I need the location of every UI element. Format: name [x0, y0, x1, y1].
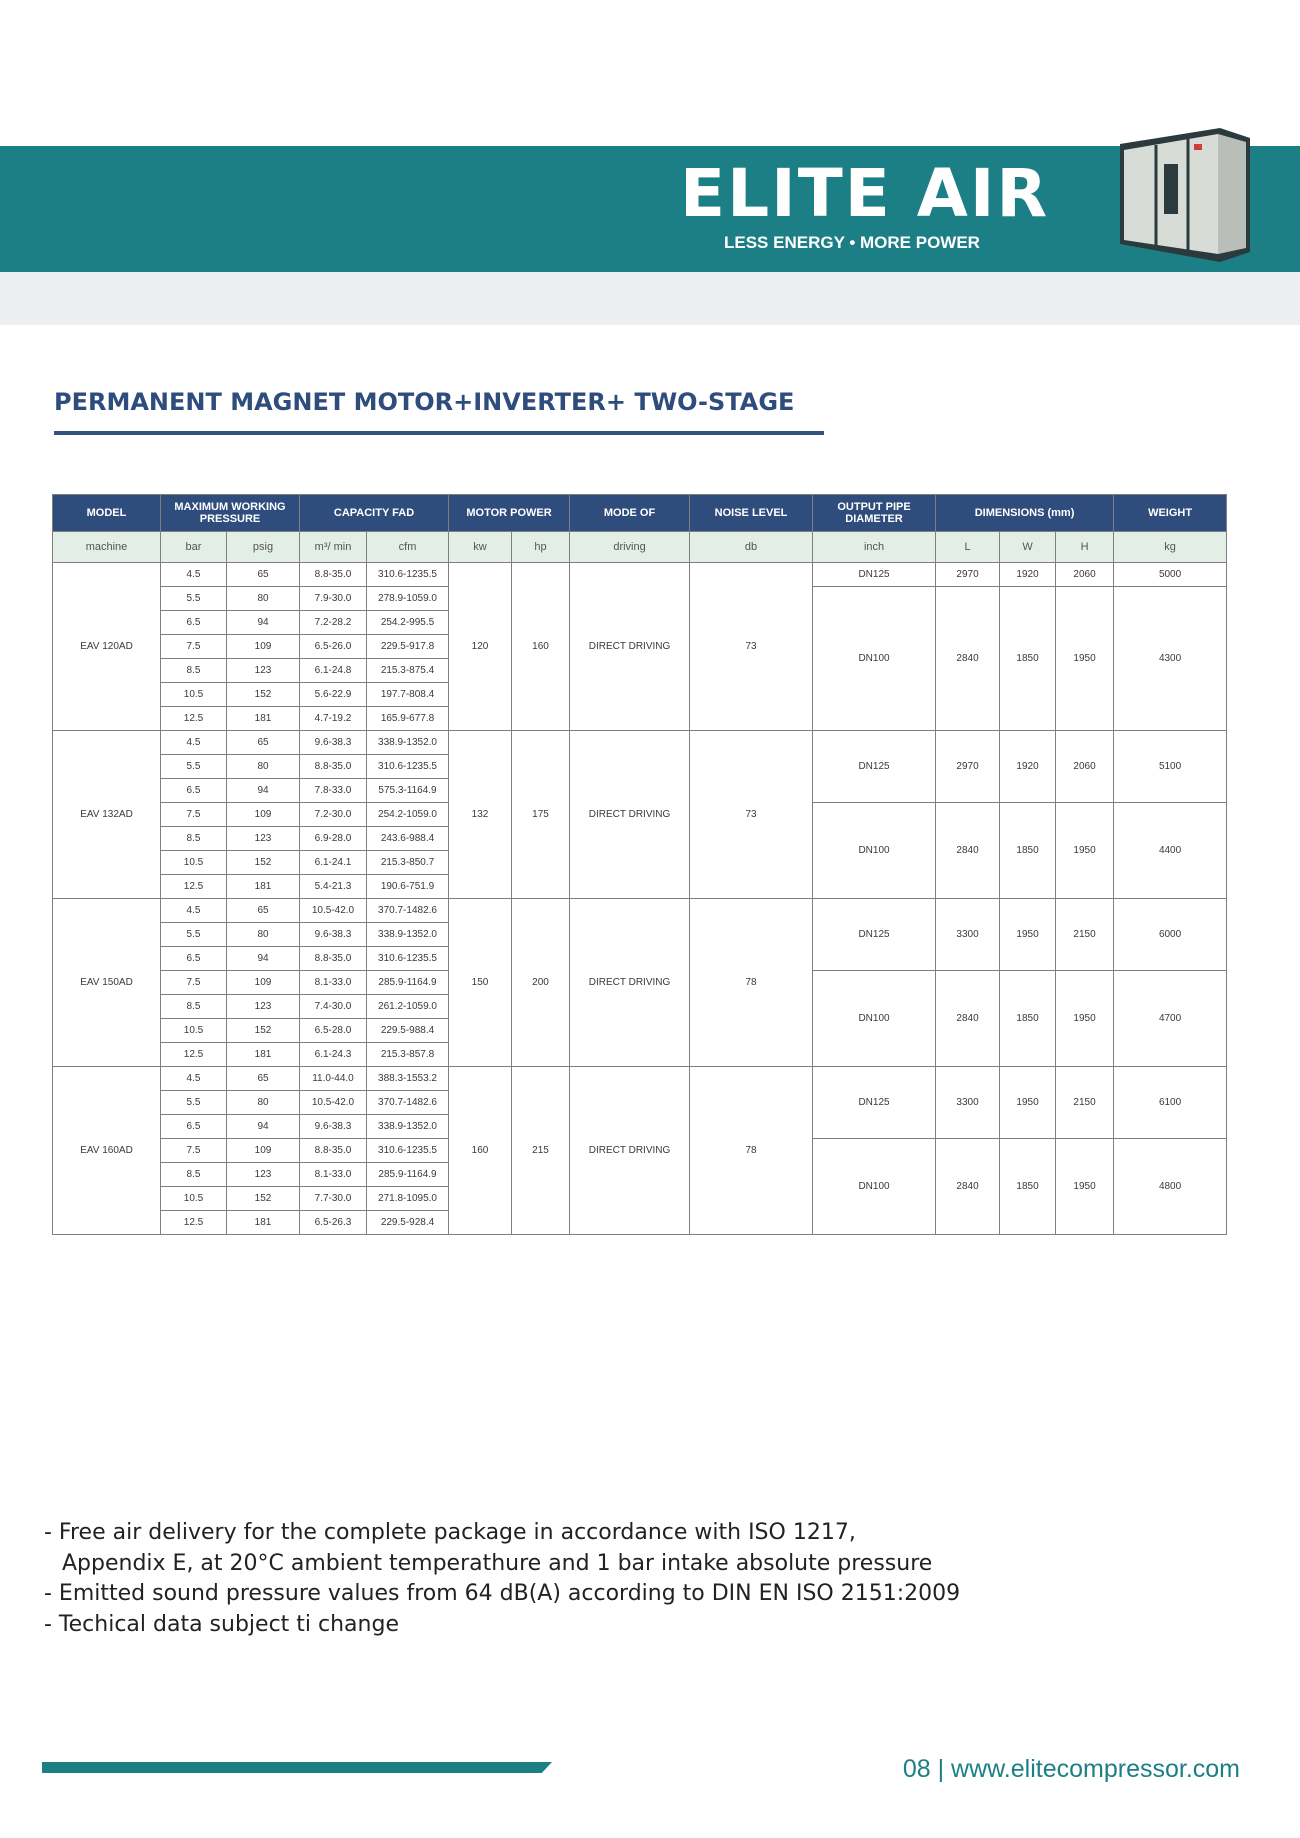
cell-bar: 6.5: [161, 779, 227, 803]
cell-psig: 80: [227, 923, 300, 947]
cell-m3min: 6.1-24.1: [300, 851, 367, 875]
cell-bar: 4.5: [161, 731, 227, 755]
cell-psig: 80: [227, 755, 300, 779]
header-outlet: OUTPUT PIPE DIAMETER: [813, 495, 936, 532]
cell-length: 3300: [936, 1067, 1000, 1139]
cell-length: 3300: [936, 899, 1000, 971]
cell-cfm: 285.9-1164.9: [367, 971, 449, 995]
unit-cfm: cfm: [367, 532, 449, 563]
cell-cfm: 310.6-1235.5: [367, 563, 449, 587]
cell-bar: 7.5: [161, 971, 227, 995]
cell-cfm: 229.5-917.8: [367, 635, 449, 659]
cell-mode: DIRECT DRIVING: [570, 899, 690, 1067]
section-title: PERMANENT MAGNET MOTOR+INVERTER+ TWO-STAGE: [54, 388, 795, 416]
header-motor-power: MOTOR POWER: [449, 495, 570, 532]
cell-cfm: 278.9-1059.0: [367, 587, 449, 611]
cell-psig: 181: [227, 707, 300, 731]
cell-hp: 160: [512, 563, 570, 731]
cell-psig: 181: [227, 875, 300, 899]
cell-bar: 5.5: [161, 1091, 227, 1115]
cell-length: 2840: [936, 587, 1000, 731]
unit-m3min: m³/ min: [300, 532, 367, 563]
cell-kw: 150: [449, 899, 512, 1067]
cell-psig: 152: [227, 1187, 300, 1211]
unit-bar: bar: [161, 532, 227, 563]
header-banner: [0, 146, 1300, 272]
cell-cfm: 190.6-751.9: [367, 875, 449, 899]
cell-width: 1950: [1000, 899, 1056, 971]
cell-bar: 12.5: [161, 1043, 227, 1067]
cell-psig: 109: [227, 971, 300, 995]
cell-bar: 10.5: [161, 1187, 227, 1211]
cell-length: 2840: [936, 803, 1000, 899]
cell-height: 2060: [1056, 731, 1114, 803]
cell-noise: 78: [690, 899, 813, 1067]
cell-length: 2970: [936, 563, 1000, 587]
cell-psig: 123: [227, 827, 300, 851]
cell-cfm: 388.3-1553.2: [367, 1067, 449, 1091]
cell-psig: 65: [227, 899, 300, 923]
cell-bar: 12.5: [161, 875, 227, 899]
cell-cfm: 310.6-1235.5: [367, 755, 449, 779]
cell-model: EAV 160AD: [53, 1067, 161, 1235]
cell-psig: 152: [227, 683, 300, 707]
table-row: [53, 731, 1227, 755]
notes: [44, 1518, 1044, 1640]
cell-height: 1950: [1056, 587, 1114, 731]
cell-m3min: 8.8-35.0: [300, 947, 367, 971]
unit-hp: hp: [512, 532, 570, 563]
cell-cfm: 165.9-677.8: [367, 707, 449, 731]
header-noise: NOISE LEVEL: [690, 495, 813, 532]
cell-m3min: 7.2-28.2: [300, 611, 367, 635]
cell-bar: 4.5: [161, 563, 227, 587]
cell-length: 2840: [936, 971, 1000, 1067]
unit-outlet: inch: [813, 532, 936, 563]
cell-cfm: 575.3-1164.9: [367, 779, 449, 803]
cell-m3min: 4.7-19.2: [300, 707, 367, 731]
cell-hp: 215: [512, 1067, 570, 1235]
cell-psig: 123: [227, 995, 300, 1019]
cell-cfm: 370.7-1482.6: [367, 899, 449, 923]
cell-psig: 123: [227, 659, 300, 683]
cell-cfm: 254.2-1059.0: [367, 803, 449, 827]
table-row: [53, 563, 1227, 587]
cell-bar: 10.5: [161, 1019, 227, 1043]
section-underline: [54, 431, 824, 435]
cell-bar: 12.5: [161, 1211, 227, 1235]
cell-bar: 6.5: [161, 947, 227, 971]
cell-weight: 4300: [1114, 587, 1227, 731]
cell-psig: 94: [227, 611, 300, 635]
cell-outlet: DN125: [813, 731, 936, 803]
cell-cfm: 271.8-1095.0: [367, 1187, 449, 1211]
cell-weight: 4400: [1114, 803, 1227, 899]
cell-psig: 109: [227, 803, 300, 827]
unit-h: H: [1056, 532, 1114, 563]
cell-weight: 5100: [1114, 731, 1227, 803]
cell-m3min: 7.4-30.0: [300, 995, 367, 1019]
cell-psig: 181: [227, 1043, 300, 1067]
cell-cfm: 261.2-1059.0: [367, 995, 449, 1019]
cell-bar: 4.5: [161, 899, 227, 923]
cell-bar: 7.5: [161, 803, 227, 827]
cell-bar: 5.5: [161, 755, 227, 779]
cell-m3min: 7.2-30.0: [300, 803, 367, 827]
cell-model: EAV 120AD: [53, 563, 161, 731]
cell-kw: 160: [449, 1067, 512, 1235]
spec-table-body: [53, 563, 1227, 1235]
cell-hp: 200: [512, 899, 570, 1067]
header-subband: [0, 272, 1300, 325]
table-row: [53, 899, 1227, 923]
cell-outlet: DN100: [813, 1139, 936, 1235]
cell-psig: 109: [227, 635, 300, 659]
cell-bar: 8.5: [161, 995, 227, 1019]
cell-bar: 4.5: [161, 1067, 227, 1091]
footer-bar: [42, 1762, 552, 1773]
cell-cfm: 229.5-928.4: [367, 1211, 449, 1235]
cell-m3min: 8.8-35.0: [300, 563, 367, 587]
cell-m3min: 9.6-38.3: [300, 1115, 367, 1139]
cell-psig: 65: [227, 731, 300, 755]
cell-width: 1850: [1000, 803, 1056, 899]
cell-m3min: 8.8-35.0: [300, 1139, 367, 1163]
spec-table: [52, 494, 1227, 1235]
cell-bar: 7.5: [161, 1139, 227, 1163]
cell-outlet: DN125: [813, 1067, 936, 1139]
cell-bar: 6.5: [161, 1115, 227, 1139]
cell-m3min: 11.0-44.0: [300, 1067, 367, 1091]
cell-width: 1920: [1000, 731, 1056, 803]
cell-psig: 152: [227, 1019, 300, 1043]
cell-cfm: 310.6-1235.5: [367, 1139, 449, 1163]
cell-cfm: 197.7-808.4: [367, 683, 449, 707]
cell-bar: 10.5: [161, 851, 227, 875]
cell-mode: DIRECT DRIVING: [570, 563, 690, 731]
cell-bar: 6.5: [161, 611, 227, 635]
cell-bar: 10.5: [161, 683, 227, 707]
cell-psig: 80: [227, 1091, 300, 1115]
unit-noise: db: [690, 532, 813, 563]
cell-psig: 80: [227, 587, 300, 611]
header-weight: WEIGHT: [1114, 495, 1227, 532]
header-dimensions: DIMENSIONS (mm): [936, 495, 1114, 532]
cell-height: 2150: [1056, 899, 1114, 971]
cell-weight: 6000: [1114, 899, 1227, 971]
cell-cfm: 229.5-988.4: [367, 1019, 449, 1043]
table-row: [53, 1067, 1227, 1091]
cell-m3min: 5.6-22.9: [300, 683, 367, 707]
cell-cfm: 370.7-1482.6: [367, 1091, 449, 1115]
cell-bar: 5.5: [161, 587, 227, 611]
cell-width: 1850: [1000, 587, 1056, 731]
cell-psig: 94: [227, 779, 300, 803]
cell-m3min: 6.5-26.0: [300, 635, 367, 659]
header-max-pressure: MAXIMUM WORKING PRESSURE: [161, 495, 300, 532]
note-line: Appendix E, at 20°C ambient temperathure and 1 bar intake absolute pressure: [62, 1550, 933, 1576]
cell-height: 2150: [1056, 1067, 1114, 1139]
cell-weight: 6100: [1114, 1067, 1227, 1139]
cell-cfm: 215.3-875.4: [367, 659, 449, 683]
cell-cfm: 310.6-1235.5: [367, 947, 449, 971]
note-line: - Free air delivery for the complete package in accordance with ISO 1217,: [44, 1520, 856, 1545]
cell-m3min: 9.6-38.3: [300, 731, 367, 755]
cell-cfm: 338.9-1352.0: [367, 1115, 449, 1139]
cell-m3min: 7.8-33.0: [300, 779, 367, 803]
footer-text[interactable]: 08 | www.elitecompressor.com: [902, 1755, 1240, 1783]
cell-outlet: DN125: [813, 899, 936, 971]
cell-m3min: 6.5-26.3: [300, 1211, 367, 1235]
cell-bar: 8.5: [161, 827, 227, 851]
cell-m3min: 6.1-24.8: [300, 659, 367, 683]
cell-width: 1950: [1000, 1067, 1056, 1139]
cell-m3min: 10.5-42.0: [300, 899, 367, 923]
cell-cfm: 254.2-995.5: [367, 611, 449, 635]
cell-m3min: 6.9-28.0: [300, 827, 367, 851]
cell-cfm: 338.9-1352.0: [367, 923, 449, 947]
cell-m3min: 8.1-33.0: [300, 971, 367, 995]
cell-psig: 65: [227, 1067, 300, 1091]
cell-bar: 7.5: [161, 635, 227, 659]
note-line: - Techical data subject ti change: [44, 1611, 399, 1637]
unit-psig: psig: [227, 532, 300, 563]
cell-height: 1950: [1056, 971, 1114, 1067]
header-model: MODEL: [53, 495, 161, 532]
cell-model: EAV 150AD: [53, 899, 161, 1067]
header-capacity: CAPACITY FAD: [300, 495, 449, 532]
cell-bar: 8.5: [161, 1163, 227, 1187]
cell-model: EAV 132AD: [53, 731, 161, 899]
cell-bar: 8.5: [161, 659, 227, 683]
cell-psig: 152: [227, 851, 300, 875]
cell-m3min: 5.4-21.3: [300, 875, 367, 899]
cell-weight: 4800: [1114, 1139, 1227, 1235]
cell-m3min: 6.1-24.3: [300, 1043, 367, 1067]
cell-outlet: DN100: [813, 587, 936, 731]
cell-psig: 123: [227, 1163, 300, 1187]
unit-model: machine: [53, 532, 161, 563]
cell-psig: 94: [227, 1115, 300, 1139]
cell-kw: 132: [449, 731, 512, 899]
cell-m3min: 8.8-35.0: [300, 755, 367, 779]
cell-mode: DIRECT DRIVING: [570, 731, 690, 899]
cell-height: 1950: [1056, 1139, 1114, 1235]
unit-mode: driving: [570, 532, 690, 563]
cell-psig: 65: [227, 563, 300, 587]
unit-weight: kg: [1114, 532, 1227, 563]
cell-m3min: 7.9-30.0: [300, 587, 367, 611]
cell-m3min: 7.7-30.0: [300, 1187, 367, 1211]
cell-height: 2060: [1056, 563, 1114, 587]
cell-cfm: 243.6-988.4: [367, 827, 449, 851]
cell-noise: 73: [690, 731, 813, 899]
cell-length: 2970: [936, 731, 1000, 803]
unit-l: L: [936, 532, 1000, 563]
unit-w: W: [1000, 532, 1056, 563]
cell-psig: 94: [227, 947, 300, 971]
unit-kw: kw: [449, 532, 512, 563]
cell-psig: 109: [227, 1139, 300, 1163]
cell-height: 1950: [1056, 803, 1114, 899]
cell-cfm: 285.9-1164.9: [367, 1163, 449, 1187]
note-line: - Emitted sound pressure values from 64 dB(A) according to DIN EN ISO 2151:2009: [44, 1581, 961, 1606]
cell-width: 1850: [1000, 1139, 1056, 1235]
cell-outlet: DN100: [813, 803, 936, 899]
brand-logo: ELITE AIR: [680, 155, 1050, 232]
cell-cfm: 338.9-1352.0: [367, 731, 449, 755]
cell-psig: 181: [227, 1211, 300, 1235]
cell-outlet: DN100: [813, 971, 936, 1067]
brand-tagline: LESS ENERGY • MORE POWER: [724, 233, 980, 252]
cell-noise: 78: [690, 1067, 813, 1235]
cell-weight: 4700: [1114, 971, 1227, 1067]
cell-mode: DIRECT DRIVING: [570, 1067, 690, 1235]
cell-outlet: DN125: [813, 563, 936, 587]
cell-bar: 5.5: [161, 923, 227, 947]
header-mode: MODE OF: [570, 495, 690, 532]
cell-kw: 120: [449, 563, 512, 731]
cell-m3min: 8.1-33.0: [300, 1163, 367, 1187]
cell-cfm: 215.3-850.7: [367, 851, 449, 875]
cell-weight: 5000: [1114, 563, 1227, 587]
cell-bar: 12.5: [161, 707, 227, 731]
cell-length: 2840: [936, 1139, 1000, 1235]
cell-width: 1920: [1000, 563, 1056, 587]
cell-m3min: 9.6-38.3: [300, 923, 367, 947]
compressor-image: [1110, 124, 1256, 264]
cell-m3min: 6.5-28.0: [300, 1019, 367, 1043]
cell-noise: 73: [690, 563, 813, 731]
cell-hp: 175: [512, 731, 570, 899]
cell-width: 1850: [1000, 971, 1056, 1067]
cell-cfm: 215.3-857.8: [367, 1043, 449, 1067]
cell-m3min: 10.5-42.0: [300, 1091, 367, 1115]
